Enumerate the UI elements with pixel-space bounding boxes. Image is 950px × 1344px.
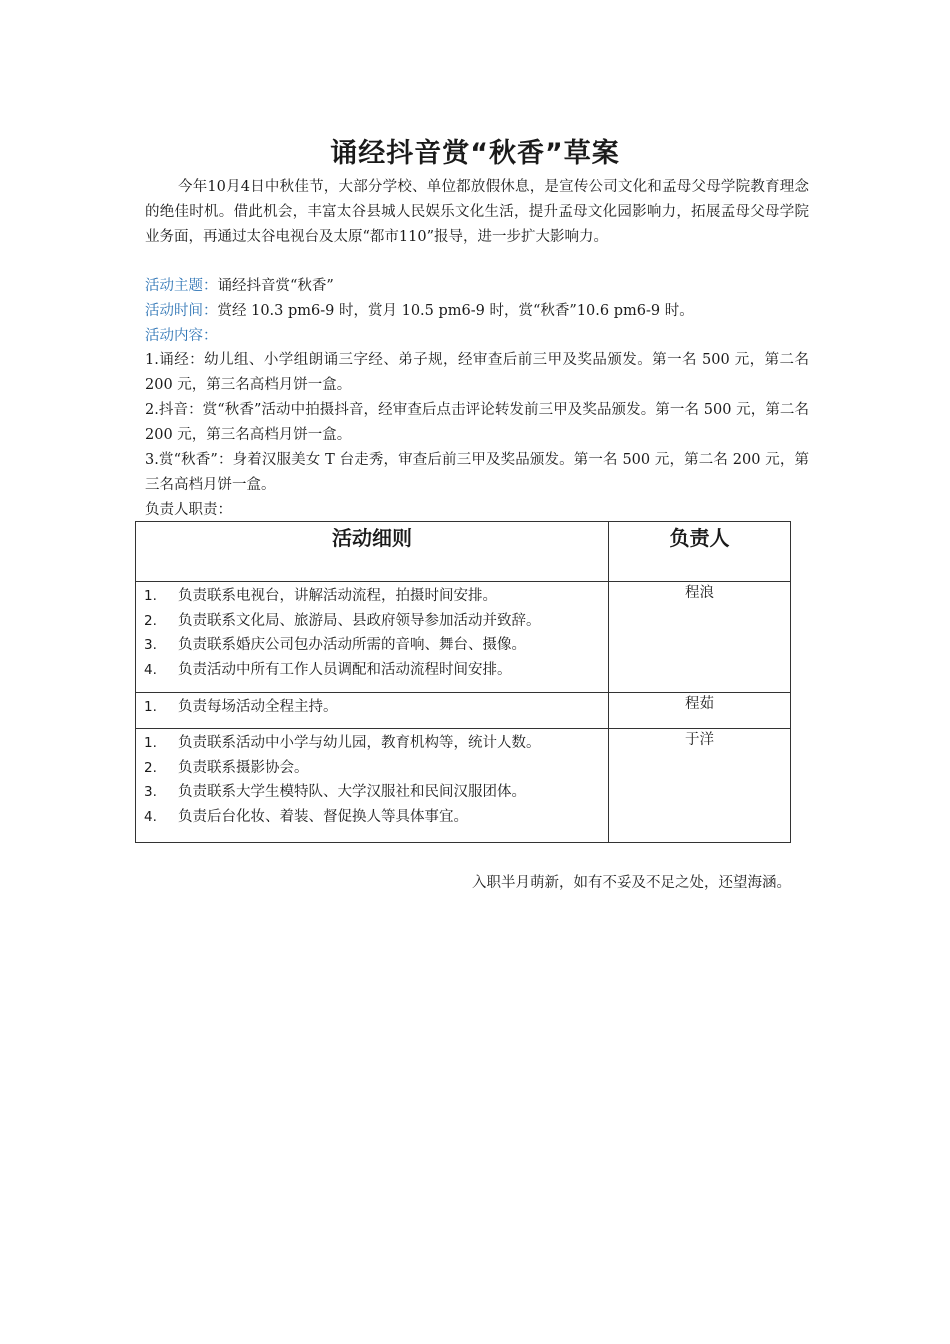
- content-item: 2.抖音：赏“秋香”活动中拍摄抖音，经审查后点击评论转发前三甲及奖品颁发。第一名 500 元，第二名 200 元，第三名高档月饼一盒。: [145, 402, 809, 443]
- task-number: 2.: [144, 612, 157, 629]
- table-row: [136, 729, 791, 843]
- task-text: 负责联系电视台，讲解活动流程，拍摄时间安排。: [178, 588, 497, 604]
- task-text: 负责每场活动全程主持。: [178, 699, 338, 715]
- closing-note: 入职半月萌新，如有不妥及不足之处，还望海涵。: [472, 875, 791, 891]
- task-item: [144, 633, 608, 658]
- task-number: 4.: [144, 661, 157, 678]
- task-text: 负责联系摄影协会。: [178, 759, 309, 776]
- task-item: [144, 658, 608, 683]
- table-row: [136, 582, 791, 693]
- task-list: [136, 729, 608, 835]
- task-number: 3.: [144, 784, 157, 800]
- task-text: 负责后台化妆、着装、督促换人等具体事宜。: [178, 808, 468, 825]
- time-label: 活动时间：: [145, 303, 218, 319]
- content-item: 1.诵经：幼儿组、小学组朗诵三字经、弟子规，经审查后前三甲及奖品颁发。第一名 500 元，第二名 200 元，第三名高档月饼一盒。: [145, 352, 809, 393]
- task-item: [144, 609, 608, 634]
- document-title: 诵经抖音赏“秋香”草案: [330, 138, 620, 169]
- detail-cell: [136, 582, 609, 693]
- task-item: [144, 731, 608, 756]
- task-text: 负责联系婚庆公司包办活动所需的音响、舞台、摄像。: [178, 637, 526, 653]
- task-number: 1.: [144, 735, 157, 751]
- intro-paragraph: 今年10月4日中秋佳节，大部分学校、单位都放假休息，是宣传公司文化和孟母父母学院教育理念的绝佳时机。借此机会，丰富太谷县城人民娱乐文化生活，提升孟母文化园影响力，拓展孟母父母学院业务面，再通过太谷电视台及太原“都市110”报导，进一步扩大影响力。: [145, 179, 809, 245]
- task-text: 负责联系文化局、旅游局、县政府领导参加活动并致辞。: [178, 612, 541, 629]
- owner-cell: 程茹: [609, 693, 791, 729]
- task-item: [144, 780, 608, 805]
- task-text: 负责联系大学生模特队、大学汉服社和民间汉服团体。: [178, 784, 526, 800]
- time-value: 赏经 10.3 pm6-9 时，赏月 10.5 pm6-9 时，赏“秋香”10.6 pm6-9 时。: [217, 303, 694, 319]
- theme-value: 诵经抖音赏“秋香”: [217, 278, 334, 294]
- task-text: 负责联系活动中小学与幼儿园，教育机构等，统计人数。: [178, 735, 541, 751]
- task-item: [144, 756, 608, 781]
- task-number: 3.: [144, 637, 157, 653]
- detail-cell: [136, 693, 609, 729]
- responsibility-table: [135, 521, 791, 843]
- task-list: [136, 693, 608, 726]
- duty-label: 负责人职责：: [145, 502, 232, 518]
- header-detail: 活动细则: [136, 522, 609, 582]
- task-item: [144, 695, 608, 720]
- task-item: [144, 805, 608, 830]
- theme-line: [145, 274, 809, 299]
- task-list: [136, 582, 608, 688]
- task-number: 2.: [144, 759, 157, 776]
- task-text: 负责活动中所有工作人员调配和活动流程时间安排。: [178, 661, 512, 678]
- header-owner: 负责人: [609, 522, 791, 582]
- owner-cell: 于洋: [609, 729, 791, 843]
- table-row: [136, 693, 791, 729]
- owner-cell: 程浪: [609, 582, 791, 693]
- content-label: 活动内容：: [145, 328, 218, 344]
- detail-cell: [136, 729, 609, 843]
- task-number: 4.: [144, 808, 157, 825]
- table-header-row: [136, 522, 791, 582]
- time-line: [145, 299, 809, 324]
- task-number: 1.: [144, 699, 157, 715]
- theme-label: 活动主题：: [145, 278, 218, 294]
- task-number: 1.: [144, 588, 157, 604]
- content-item: 3.赏“秋香”：身着汉服美女 T 台走秀，审查后前三甲及奖品颁发。第一名 500 元，第二名 200 元，第三名高档月饼一盒。: [145, 452, 809, 493]
- content-label-line: [145, 324, 809, 349]
- task-item: [144, 584, 608, 609]
